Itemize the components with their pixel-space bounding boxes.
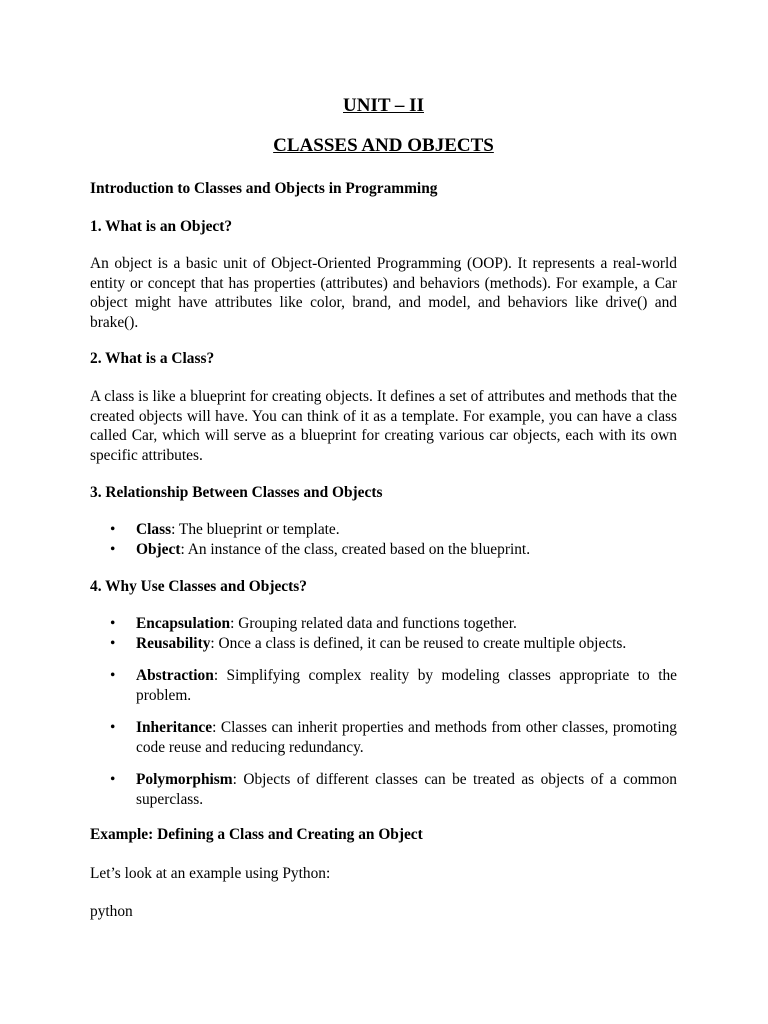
list-item <box>90 634 677 654</box>
section-4-heading: 4. Why Use Classes and Objects? <box>90 578 307 595</box>
section-4-list-c <box>90 718 677 757</box>
section-2-heading: 2. What is a Class? <box>90 350 215 367</box>
bullet-icon: • <box>110 667 116 684</box>
section-2-body: A class is like a blueprint for creating objects. It defines a set of attributes and methods that the created objects will have. You can think of it as a template. For example, you can have a class called Car, which will serve as a blueprint for creating various car objects, each with its own specific attributes. <box>90 388 677 464</box>
section-4-list-b <box>90 666 677 705</box>
list-item <box>90 520 677 540</box>
bullet-icon: • <box>110 521 116 538</box>
section-4-list-d <box>90 770 677 809</box>
example-language: python <box>90 903 133 920</box>
list-item-text: : Grouping related data and functions together. <box>230 615 517 632</box>
list-item-term: Encapsulation <box>136 615 231 632</box>
unit-title: UNIT – II <box>343 95 424 116</box>
bullet-icon: • <box>110 615 116 632</box>
section-1-heading: 1. What is an Object? <box>90 218 233 235</box>
list-item-term: Inheritance <box>136 719 213 736</box>
document-title: CLASSES AND OBJECTS <box>273 135 494 156</box>
list-item-term: Abstraction <box>136 667 214 684</box>
example-intro: Let’s look at an example using Python: <box>90 865 331 882</box>
list-item <box>90 540 677 560</box>
list-item <box>90 770 677 809</box>
list-item <box>90 614 677 634</box>
list-item-text: : Objects of different classes can be treated as objects of a common superclass. <box>136 771 677 808</box>
list-item-text: : An instance of the class, created based on the blueprint. <box>180 540 531 558</box>
bullet-icon: • <box>110 771 116 788</box>
section-3-heading: 3. Relationship Between Classes and Objects <box>90 484 383 501</box>
list-item-term: Class <box>136 521 172 538</box>
bullet-icon: • <box>110 540 116 558</box>
bullet-icon: • <box>110 719 116 736</box>
list-item-text: : Once a class is defined, it can be reused to create multiple objects. <box>210 634 627 652</box>
list-item <box>90 666 677 705</box>
list-item <box>90 718 677 757</box>
list-item-text: : Classes can inherit properties and methods from other classes, promoting code reuse and reducing redundancy. <box>136 719 677 756</box>
intro-heading: Introduction to Classes and Objects in Programming <box>90 180 438 197</box>
list-item-text: : The blueprint or template. <box>171 521 340 538</box>
section-4-list-a <box>90 614 677 653</box>
section-1-body: An object is a basic unit of Object-Oriented Programming (OOP). It represents a real-world entity or concept that has properties (attributes) and behaviors (methods). For example, a Car object might have attributes like color, brand, and model, and behaviors like drive() and brake(). <box>90 255 677 331</box>
list-item-term: Object <box>136 540 181 558</box>
bullet-icon: • <box>110 634 116 652</box>
example-heading: Example: Defining a Class and Creating an Object <box>90 826 423 843</box>
list-item-term: Reusability <box>136 634 211 652</box>
list-item-term: Polymorphism <box>136 771 233 788</box>
section-3-list <box>90 520 677 559</box>
list-item-text: : Simplifying complex reality by modeling classes appropriate to the problem. <box>136 667 677 704</box>
